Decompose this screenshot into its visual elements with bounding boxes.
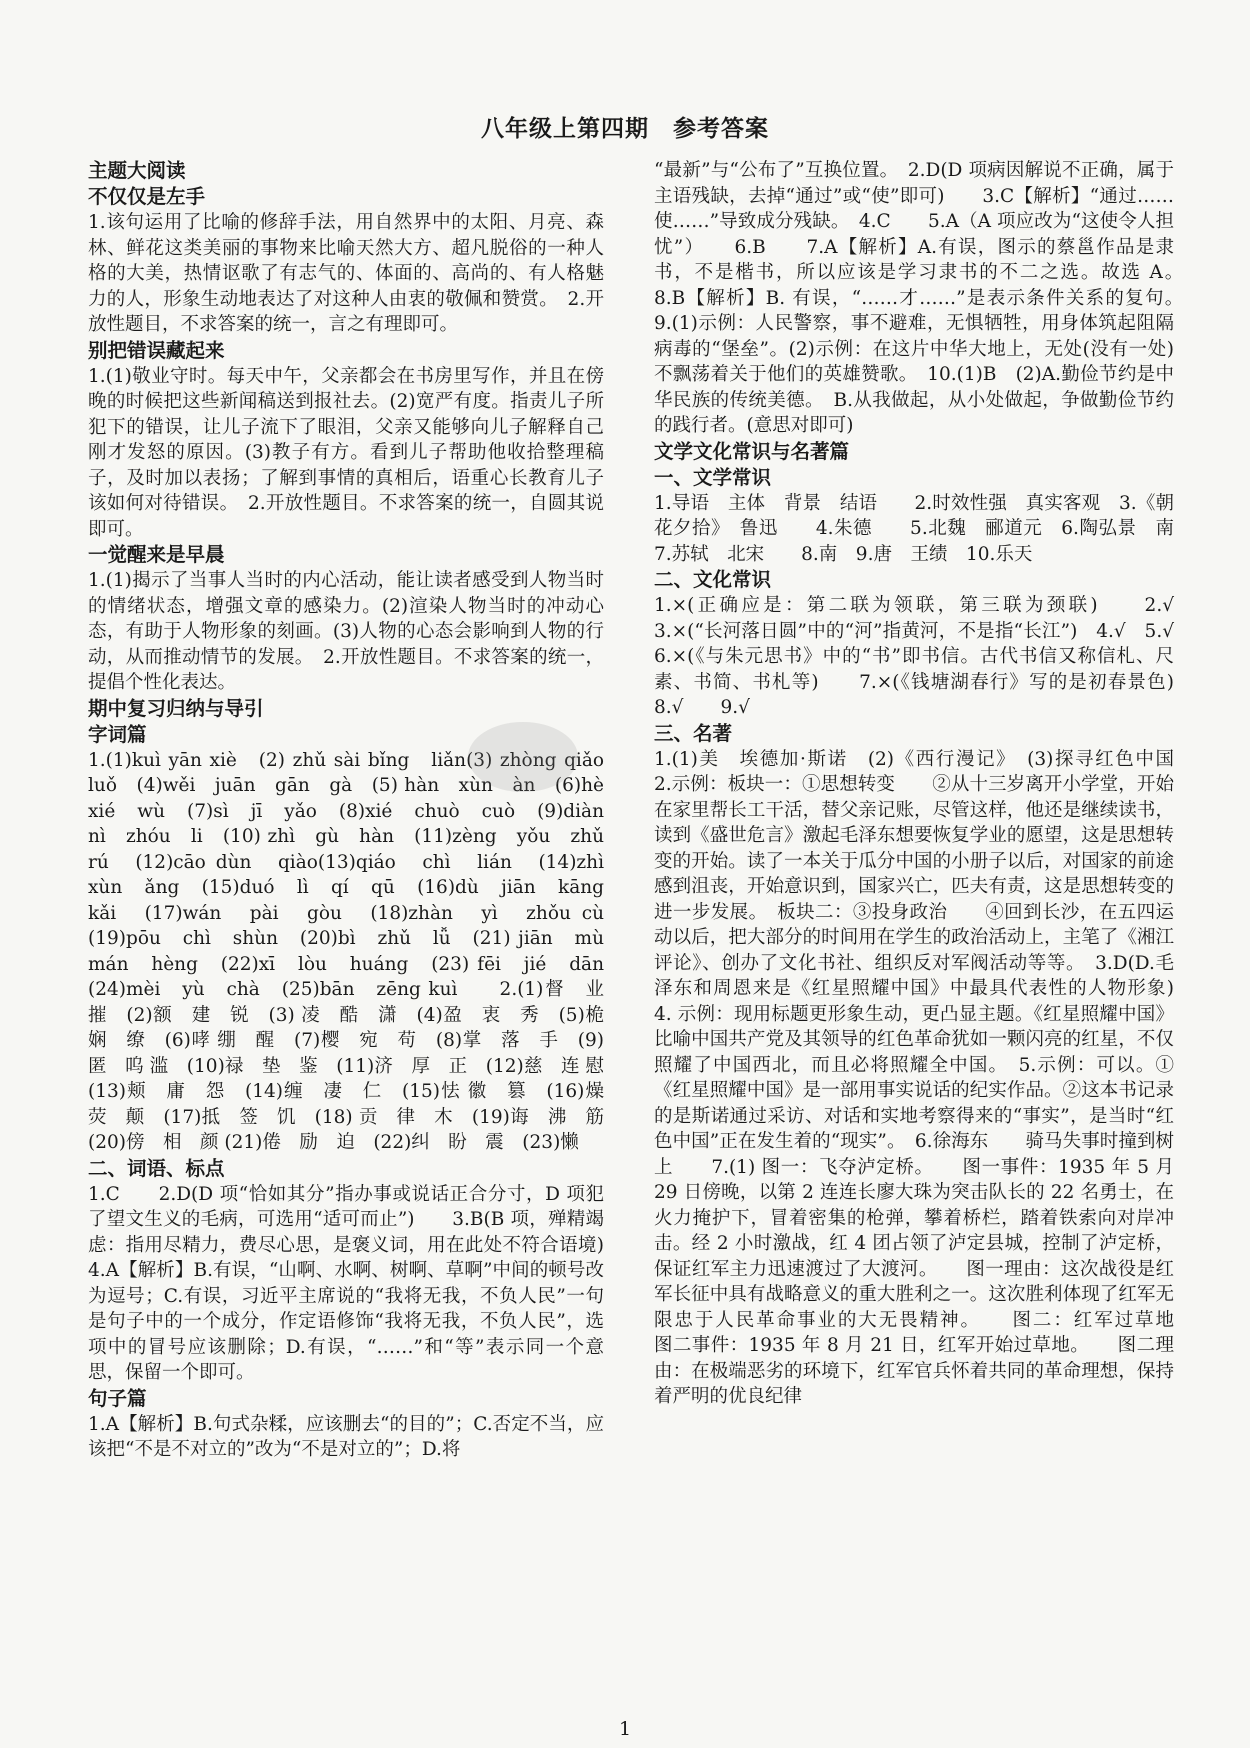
section-heading: 二、文化常识 [654, 568, 772, 591]
section-heading: 一、文学常识 [654, 465, 772, 489]
right-column [654, 158, 1212, 1410]
answer-paragraph: 1.A【解析】B.句式杂糅，应该删去“的目的”；C.否定不当，应该把“不是不对立的”改为“不是对立的”；D.将 [88, 1413, 604, 1460]
section-heading: 期中复习归纳与导引 [88, 696, 264, 720]
section-heading: 文学文化常识与名著篇 [654, 439, 850, 463]
section-heading: 字词篇 [88, 722, 147, 746]
page-number: 1 [618, 1718, 632, 1740]
section-heading: 三、名著 [654, 721, 733, 745]
section-heading: 一觉醒来是早晨 [88, 543, 225, 566]
section-heading: 别把错误藏起来 [88, 338, 225, 362]
answer-paragraph: 1.×(正确应是：第二联为领联，第三联为颈联) 2.√ 3.×(“长河落日圆”中的“河”指黄河，不是指“长江”) 4.√ 5.√ 6.×(《与朱元思书》中的“书”即书信。古代书信又称信札、尺素、书简、书札等) 7.×(《钱塘湖春行》写的是初春景色) 8.√ 9.√ [654, 595, 1212, 718]
answer-paragraph: 1.(1)敬业守时。每天中午，父亲都会在书房里写作，并且在傍晚的时候把这些新闻稿送到报社去。(2)宽严有度。指责儿子所犯下的错误，让儿子流下了眼泪，父亲又能够向儿子解释自己刚才发怒的原因。(3)教子有方。看到儿子帮助他收拾整理稿子，及时加以表扬；了解到事情的真相后，语重心长教育儿子该如何对待错误。 2.开放性题目。不求答案的统一，自圆其说即可。 [88, 365, 604, 540]
answer-paragraph: 1.(1)kuì yān xiè (2) zhǔ sài bǐng liǎn(3) zhòng qiǎo luǒ (4)wěi juān gān gà (5) hàn xùn àn (6)hè xié wù (7)sì jī yǎo (8)xié chuò cuò (9)diàn nì zhóu li (10) zhì gù hàn (11)zèng yǒu zhǔ rú (12)cāo dùn qiào(13)qiáo chì lián (14)zhì xùn ǎng (15)duó lì qí qū (16)dù jiān kāng kǎi (17)wán pài gòu (18)zhàn yì zhǒu cù (19)pōu chì shùn (20)bì zhǔ lǚ (21) jiān mù mán hèng (22)xī lòu huáng (23) fēi jié dān (24)mèi yù chà (25)bān zēng kuì 2.(1)督 业 摧 (2)额 建 锐 (3) 凌 酷 潇 (4)盈 衷 秀 (5)桅 娴 缭 (6)哮 绷 醒 (7)樱 宛 苟 (8)掌 落 手 (9)匿 呜 滥 (10)禄 垫 鉴 (11)济 厚 正 (12)慈 连 慰 (13)颊 庸 怨 (14)缠 凄 仁 (15)怯 徽 篡 (16)燥 荧 颠 (17)抵 签 饥 (18) 贡 律 木 (19)诲 沸 筋 (20)傍 相 颜 (21)倦 励 迫 (22)纠 盼 震 (23)懒 [88, 749, 623, 1153]
answer-paragraph: “最新”与“公布了”互换位置。 2.D(D 项病因解说不正确，属于主语残缺，去掉“通过”或“使”即可) 3.C【解析】“通过……使……”导致成分残缺。 4.C 5.A（A 项应改为“这使令人担忧”） 6.B 7.A【解析】A.有误，图示的蔡邕作品是隶书，不是楷书，所以应该是学习隶书的不二之选。故选 A。 8.B【解析】B. 有误，“……才……”是表示条件关系的复句。 9.(1)示例：人民警察，事不避难，无惧牺牲，用身体筑起阻隔病毒的“堡垒”。(2)示例：在这片中华大地上，无处(没有一处)不飘荡着关于他们的英雄赞歌。 10.(1)B (2)A.勤俭节约是中华民族的传统美德。 B.从我做起，从小处做起，争做勤俭节约的践行者。(意思对即可) [654, 160, 1193, 436]
answer-paragraph: 1.导语 主体 背景 结语 2.时效性强 真实客观 3.《朝花夕拾》 鲁迅 4.朱德 5.北魏 郦道元 6.陶弘景 南 7.苏轼 北宋 8.南 9.唐 王绩 10.乐天 [654, 492, 1193, 565]
page-title: 八年级上第四期 参考答案 [481, 116, 769, 142]
section-heading: 不仅仅是左手 [88, 185, 206, 208]
answer-paragraph: 1.(1)揭示了当事人当时的内心活动，能让读者感受到人物当时的情绪状态，增强文章的感染力。(2)渲染人物当时的冲动心态，有助于人物形象的刻画。(3)人物的心态会影响到人物的行动，从而推动情节的发展。 2.开放性题目。不求答案的统一，提倡个性化表达。 [88, 570, 604, 693]
answer-paragraph: 1.(1)美 埃德加·斯诺 (2)《西行漫记》 (3)探寻红色中国 2.示例：板块一：①思想转变 ②从十三岁离开小学堂，开始在家里帮长工干活，替父亲记账，尽管这样，他还是继续读书，读到《盛世危言》激起毛泽东想要恢复学业的愿望，这是思想转变的开始。读了一本关于瓜分中国的小册子以后，对国家的前途感到沮丧，开始意识到，国家兴亡，匹夫有责，这是思想转变的进一步发展。 板块二：③投身政治 ④回到长沙，在五四运动以后，把大部分的时间用在学生的政治活动上，主笔了《湘江评论》、创办了文化书社、组织反对军阀活动等等。 3.D(D.毛泽东和周恩来是《红星照耀中国》中最具代表性的人物形象) 4. 示例：现用标题更形象生动，更凸显主题。《红星照耀中国》比喻中国共产党及其领导的红色革命犹如一颗闪亮的红星，不仅照耀了中国西北，而且必将照耀全中国。 5.示例：可以。①《红星照耀中国》是一部用事实说话的纪实作品。②这本书记录的是斯诺通过采访、对话和实地考察得来的“事实”，是当时“红色中国”正在发生着的“现实”。 6.徐海东 骑马失事时撞到树上 7.(1) 图一：飞夺泸定桥。 图一事件：1935 年 5 月 29 日傍晚，以第 2 连连长廖大珠为突击队长的 22 名勇士，在火力掩护下，冒着密集的枪弹，攀着桥栏，踏着铁索向对岸冲击。经 2 小时激战，红 4 团占领了泸定县城，控制了泸定桥，保证红军主力迅速渡过了大渡河。 图一理由：这次战役是红军长征中具有战略意义的重大胜利之一。这次胜利体现了红军无限忠于人民革命事业的大无畏精神。 图二：红军过草地 图二事件：1935 年 8 月 21 日，红军开始过草地。 图二理由：在极端恶劣的环境下，红军官兵怀着共同的革命理想，保持着严明的优良纪律 [654, 748, 1212, 1407]
section-heading: 主题大阅读 [88, 159, 186, 182]
section-heading: 句子篇 [88, 1386, 147, 1410]
answer-paragraph: 1.C 2.D(D 项“恰如其分”指办事或说话正合分寸，D 项犯了望文生义的毛病，可选用“适可而止”) 3.B(B 项，殚精竭虑：指用尽精力，费尽心思，是褒义词，用在此处不符合语境) 4.A【解析】B.有误，“山啊、水啊、树啊、草啊”中间的顿号改为逗号；C.有误，习近平主席说的“我将无我，不负人民”一句是句子中的一个成分，作定语修饰“我将无我，不负人民”，选项中的冒号应该删除；D.有误，“……”和“等”表示同一个意思，保留一个即可。 [88, 1183, 642, 1383]
stamp-seal [468, 722, 578, 792]
answer-paragraph: 1.该句运用了比喻的修辞手法，用自然界中的太阳、月亮、森林、鲜花这类美丽的事物来比喻天然大方、超凡脱俗的一种人格的大美，热情讴歌了有志气的、体面的、高尚的、有人格魅力的人，形象生动地表达了对这种人由衷的敬佩和赞赏。 2.开放性题目，不求答案的统一，言之有理即可。 [88, 212, 604, 335]
left-column [88, 158, 642, 1463]
section-heading: 二、词语、标点 [88, 1156, 225, 1180]
